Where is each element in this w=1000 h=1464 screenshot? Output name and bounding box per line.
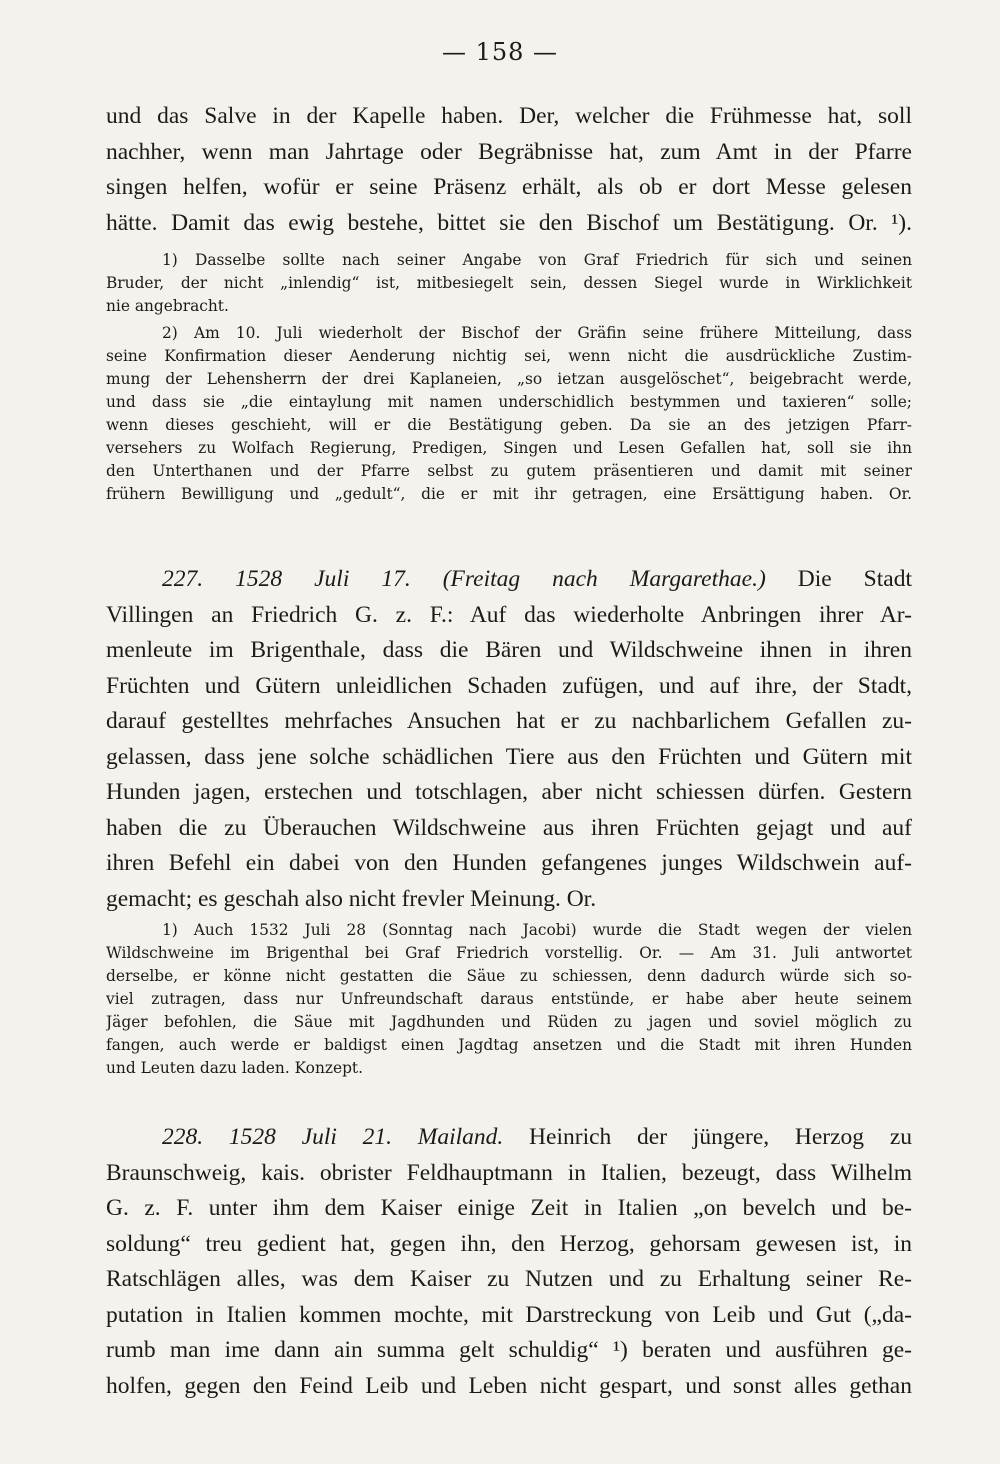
text-line: Ratschlägen alles, was dem Kaiser zu Nutzen und zu Erhaltung seiner Re-	[106, 1266, 912, 1292]
footnote-line: Bruder, der nicht „inlendig“ ist, mitbesiegelt sein, dessen Siegel wurde in Wirklichkeit	[106, 274, 912, 292]
text-line: menleute im Brigenthale, dass die Bären und Wildschweine ihnen in ihren	[106, 637, 912, 663]
footnote-line: viel zutragen, dass nur Unfreundschaft daraus entstünde, er habe aber heute seinem	[106, 990, 912, 1008]
text-line: ihren Befehl ein dabei von den Hunden gefangenes junges Wildschwein auf-	[106, 850, 912, 876]
text-line: G. z. F. unter ihm dem Kaiser einige Zeit in Italien „on bevelch und be-	[106, 1195, 912, 1221]
footnote-line: nie angebracht.	[106, 297, 229, 315]
text-line: haben die zu Überauchen Wildschweine aus ihren Früchten gejagt und auf	[106, 814, 912, 841]
entry-heading: 228. 1528 Juli 21. Mailand.	[162, 1124, 504, 1150]
footnote-line: wenn dieses geschieht, will er die Bestätigung geben. Da sie an des jetzigen Pfarr-	[106, 416, 912, 434]
text-line: darauf gestelltes mehrfaches Ansuchen hat er zu nachbarlichem Gefallen zu-	[106, 708, 912, 734]
footnote-line: und Leuten dazu laden. Konzept.	[106, 1059, 364, 1077]
footnote-line: versehers zu Wolfach Regierung, Predigen, Singen und Lesen Gefallen hat, soll sie ihn	[106, 439, 912, 457]
entry-228	[106, 1120, 912, 1404]
entry-text: Die Stadt	[765, 566, 912, 592]
text-line: holfen, gegen den Feind Leib und Leben nicht gespart, und sonst alles gethan	[106, 1372, 912, 1399]
text-line: singen helfen, wofür er seine Präsenz erhält, als ob er dort Messe gelesen	[106, 174, 912, 200]
footnote-line: 1) Auch 1532 Juli 28 (Sonntag nach Jacobi) wurde die Stadt wegen der vielen	[162, 921, 912, 939]
footnote-line: seine Konfirmation dieser Aenderung nichtig sei, wenn nicht die ausdrückliche Zustim-	[106, 347, 912, 365]
text-line: gemacht; es geschah also nicht frevler Meinung. Or.	[106, 885, 597, 912]
text-line: Früchten und Gütern unleidlichen Schaden zufügen, und auf ihre, der Stadt,	[106, 672, 912, 699]
entry-text: Heinrich der jüngere, Herzog zu	[503, 1124, 912, 1150]
footnote-line: Jäger befohlen, die Säue mit Jagdhunden und Rüden zu jagen und soviel möglich zu	[106, 1013, 912, 1031]
footnote-227	[106, 919, 912, 1080]
paragraph-intro	[106, 99, 912, 241]
footnote-line: den Unterthanen und der Pfarre selbst zu gutem präsentieren und damit mit seiner	[106, 462, 912, 480]
text-line: Braunschweig, kais. obrister Feldhauptmann in Italien, bezeugt, dass Wilhelm	[106, 1159, 912, 1186]
entry-227	[106, 562, 912, 917]
text-line: nachher, wenn man Jahrtage oder Begräbnisse hat, zum Amt in der Pfarre	[106, 138, 912, 165]
footnote-line: 2) Am 10. Juli wiederholt der Bischof der Gräfin seine frühere Mitteilung, dass	[162, 324, 912, 342]
text-line: hätte. Damit das ewig bestehe, bittet sie den Bischof um Bestätigung. Or. ¹).	[106, 209, 912, 236]
page-number: — 158 —	[441, 38, 559, 66]
footnote-line: mung der Lehensherrn der drei Kaplaneien, „so ietzan ausgelöschet“, beigebracht werde,	[106, 370, 912, 388]
entry-heading: 227. 1528 Juli 17. (Freitag nach Margarethae.)	[162, 566, 766, 592]
footnote-1	[106, 249, 912, 318]
footnote-line: frühern Bewilligung und „gedult“, die er mit ihr getragen, eine Ersättigung haben. Or.	[106, 485, 912, 503]
text-line: Villingen an Friedrich G. z. F.: Auf das wiederholte Anbringen ihrer Ar-	[106, 601, 912, 628]
footnote-line: und dass sie „die eintaylung mit namen underschidlich bestymmen und taxieren“ solle;	[106, 393, 912, 411]
text-line: Hunden jagen, erstechen und totschlagen, aber nicht schiessen dürfen. Gestern	[106, 779, 912, 805]
text-line: putation in Italien kommen mochte, mit Darstreckung von Leib und Gut („da-	[106, 1301, 912, 1328]
entry-first-line	[106, 562, 912, 598]
text-line: gelassen, dass jene solche schädlichen Tiere aus den Früchten und Gütern mit	[106, 743, 912, 770]
text-line: rumb man ime dann ain summa gelt schuldig“ ¹) beraten und ausführen ge-	[106, 1337, 912, 1363]
footnote-line: Wildschweine im Brigenthal bei Graf Friedrich vorstellig. Or. — Am 31. Juli antwortet	[106, 944, 912, 962]
footnote-line: derselbe, er könne nicht gestatten die Säue zu schiessen, denn dadurch würde sich so-	[106, 967, 912, 985]
footnote-line: fangen, auch werde er baldigst einen Jagdtag ansetzen und die Stadt mit ihren Hunden	[106, 1036, 912, 1054]
text-line: und das Salve in der Kapelle haben. Der, welcher die Frühmesse hat, soll	[106, 103, 912, 129]
entry-first-line	[106, 1120, 912, 1156]
text-line: soldung“ treu gedient hat, gegen ihn, den Herzog, gehorsam gewesen ist, in	[106, 1230, 912, 1257]
footnote-line: 1) Dasselbe sollte nach seiner Angabe von Graf Friedrich für sich und seinen	[162, 251, 912, 269]
footnote-2	[106, 322, 912, 506]
